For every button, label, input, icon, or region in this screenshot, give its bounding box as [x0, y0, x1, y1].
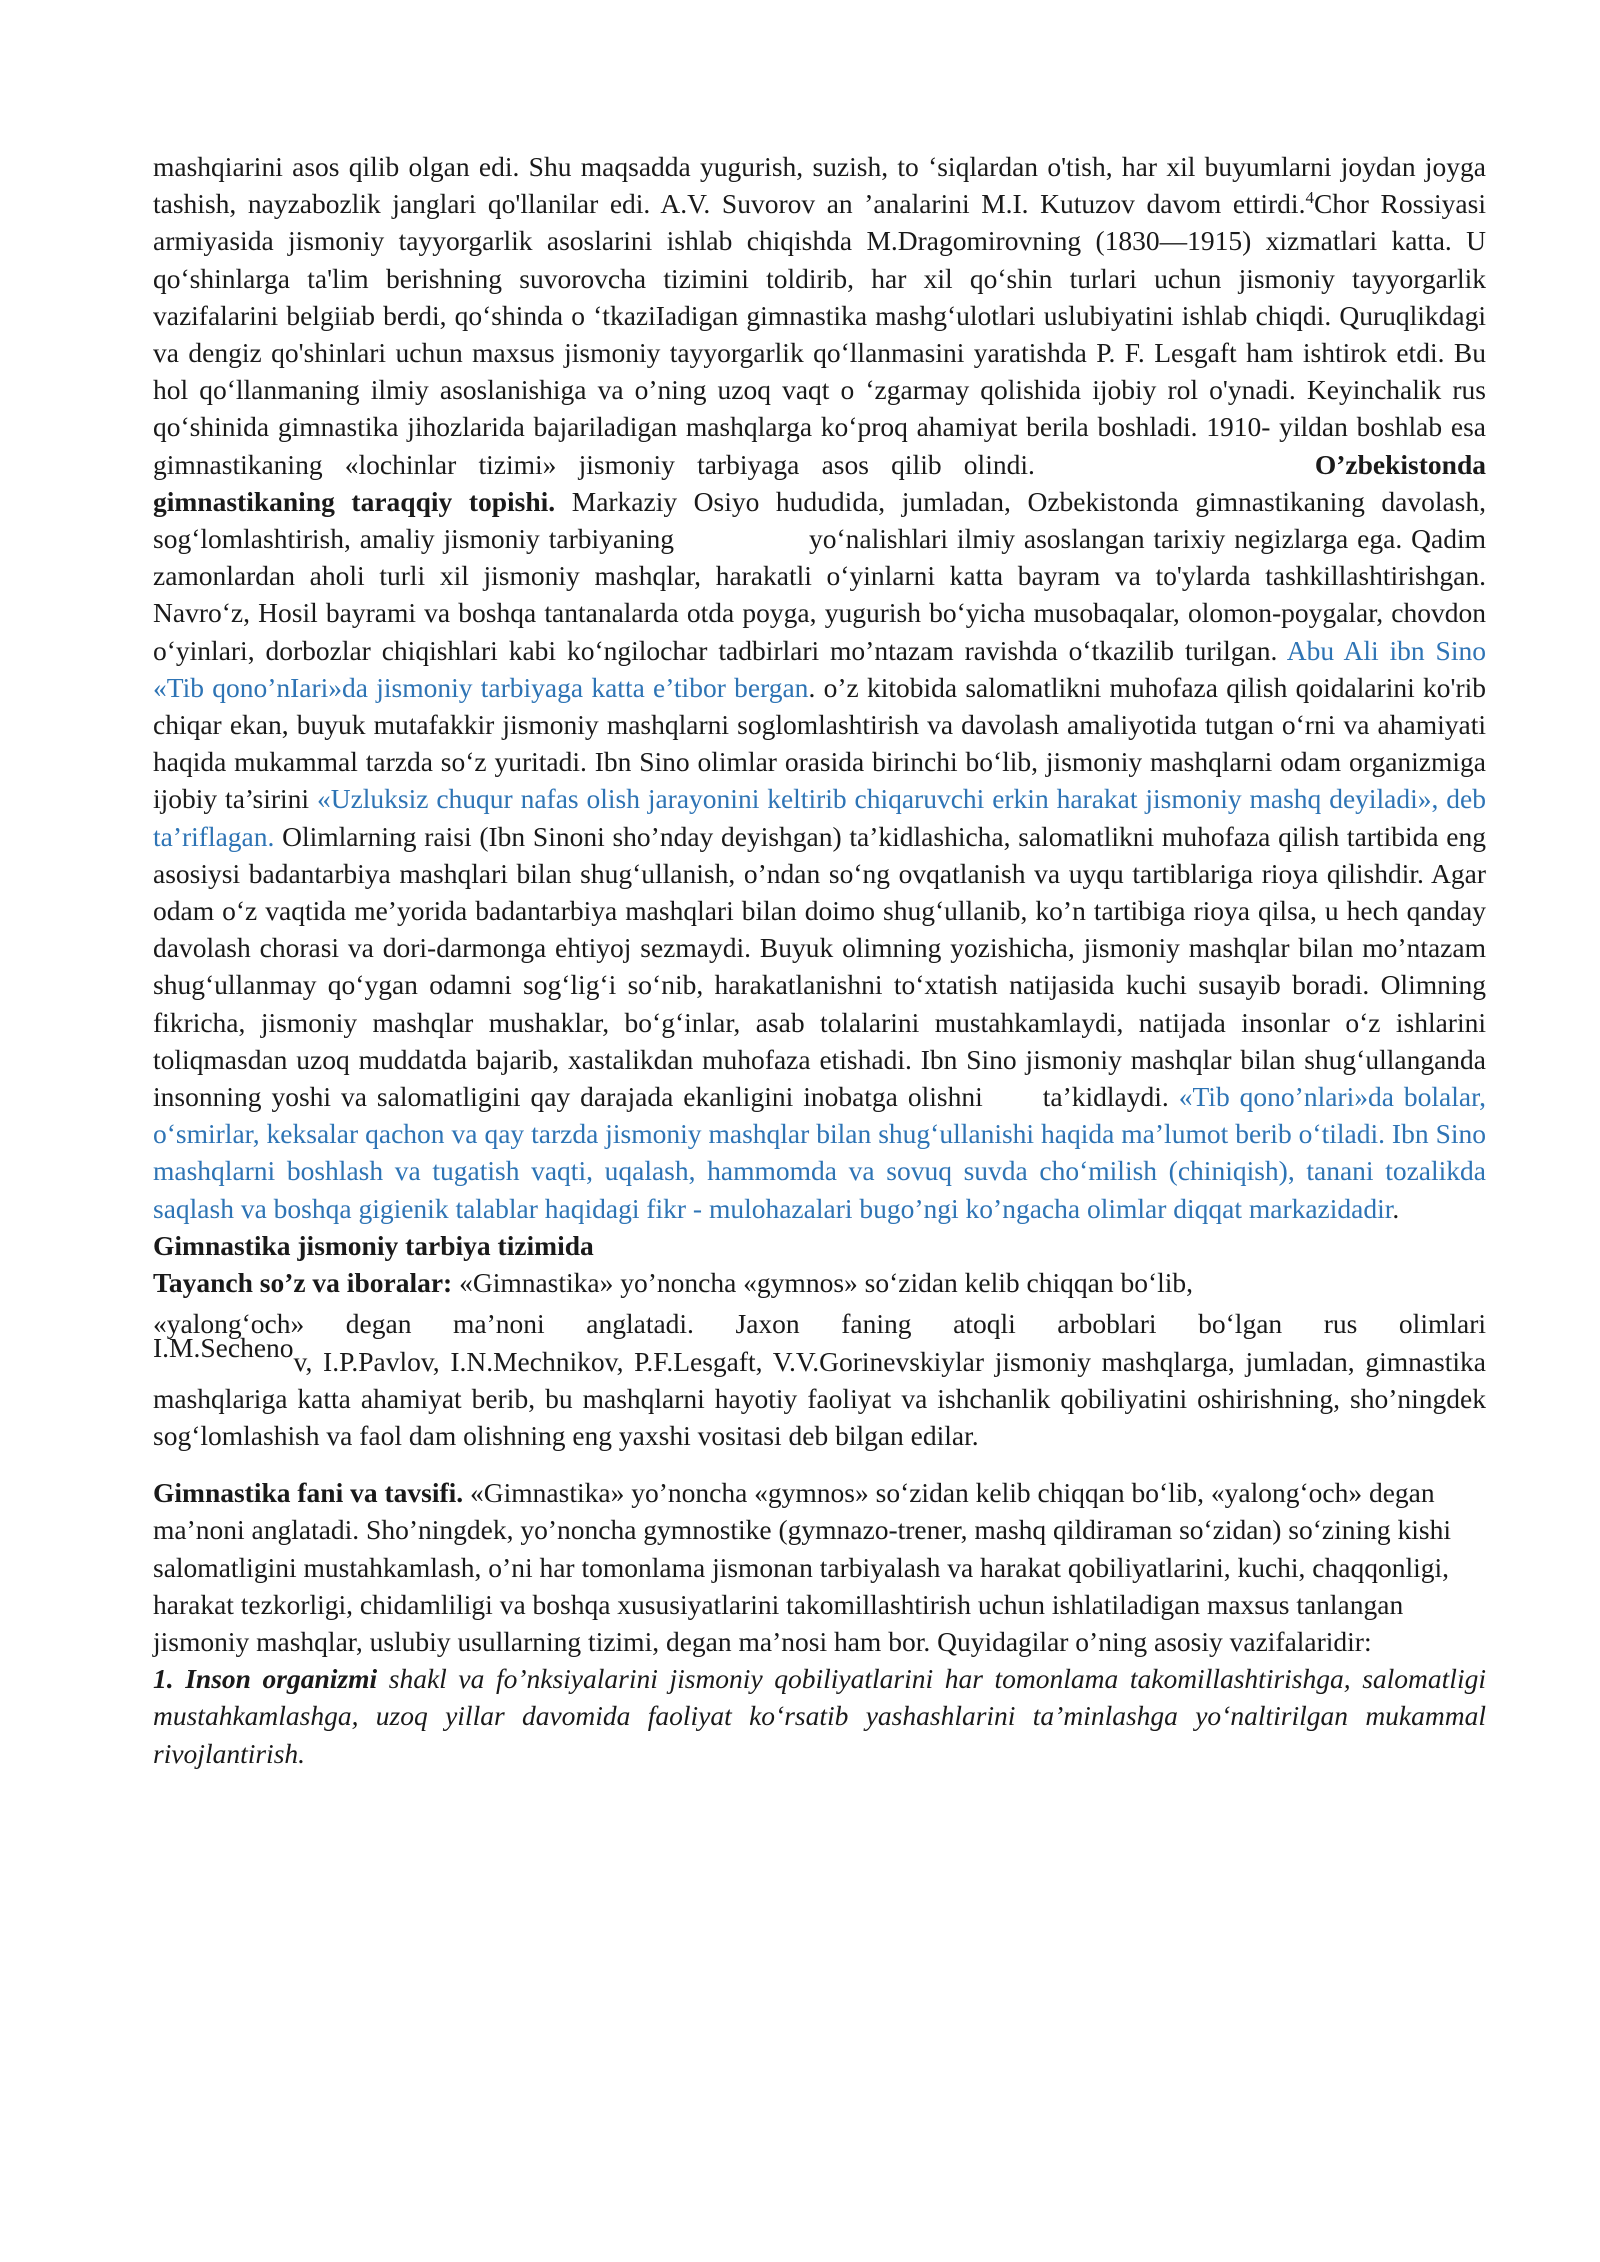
key-terms-line2: «yalong‘och» degan ma’noni anglatadi. Jaxon faning atoqli arboblari bo‘lgan rus olimlari: [153, 1308, 1486, 1340]
task-item-label: 1. Inson organizmi: [153, 1663, 378, 1695]
text-run: . o’z kitobida salomatlikni muhofaza qilish qoidalarini ko'rib chiqar ekan, buyuk mutafakkir jismoniy mashqlarni soglomlashtirish va davolash amaliyotida tutgan o‘rni va ahamiyati haqida mukammal tarzda so‘z yuritadi. Ibn Sino olimlar orasida birinchi bo‘lib, jismoniy mashqlarni odam organizmiga ijobiy ta’sirini: [153, 671, 1486, 815]
task-item-1: [153, 1660, 1486, 1772]
text-run: ta’kidlaydi.: [1042, 1081, 1179, 1113]
text-run: mashqiarini asos qilib olgan edi. Shu maqsadda yugurish, suzish, to ‘siqlardan o'tish, har xil buyumlarni joydan joyga tashish, nayzabozlik janglari qo'llanilar edi. A.V. Suvorov an ’analarini M.I. Kutuzov davom ettirdi.: [153, 151, 1486, 220]
highlighted-text: Abu Ali ibn Sino «Tib qono’nIari»da jismoniy tarbiyaga katta e’tibor bergan: [153, 634, 1486, 703]
text-run: shakl va fo’nksiyalarini jismoniy qobiliyatlarini har tomonlama takomillashtirishga, salomatligi mustahkamlashga, uzoq yillar davomida faoliyat ko‘rsatib yashashlarini ta’minlashga yo‘naltirilgan mukammal rivojlantirish.: [153, 1663, 1486, 1769]
highlighted-text: «Tib qono’nlari»da bolalar, o‘smirlar, keksalar qachon va qay tarzda jismoniy mashqlar bilan shug‘ullanishi haqida ma’lumot berib o‘tiladi. Ibn Sino mashqlarni boshlash va tugatish vaqti, uqalash, hammomda va sovuq suvda cho‘milish (chiniqish), tanani tozalikda saqlash va boshqa gigienik talablar haqidagi fikr - mulohazalari bugo’ngi ko’ngacha olimlar diqqat markazidadir: [153, 1081, 1487, 1224]
key-terms-paragraph: [153, 1264, 1486, 1301]
text-run: I.M.Secheno: [153, 1331, 294, 1363]
section-title-uzbekistan: O’zbekistonda gimnastikaning taraqqiy topishi.: [153, 448, 1486, 517]
footnote-marker: 4: [1305, 188, 1314, 208]
body-paragraph-history: [153, 148, 1486, 1227]
text-run: Chor Rossiyasi armiyasida jismoniy tayyorgarlik asoslarini ishlab chiqishda M.Dragomirovning (1830—1915) xizmatlari katta. U qo‘shinlarga ta'lim berishning suvorovcha tizimini toldirib, har xil qo‘shin turlari uchun jismoniy tayyorgarlik vazifalarini belgiiab berdi, qo‘shinda o ‘tkaziIadigan gimnastika mashg‘ulotlari uslubiyatini ishlab chiqdi. Quruqlikdagi va dengiz qo'shinlari uchun maxsus jismoniy tayyorgarlik qo‘llanmasini yaratishda P. F. Lesgaft ham ishtirok etdi. Bu hol qo‘llanmaning ilmiy asoslanishiga va o’ning uzoq vaqt o ‘zgarmay qolishida ijobiy rol o'ynadi. Keyinchalik rus qo‘shinida gimnastika jihozlarida bajariladigan mashqlarga ko‘proq ahamiyat berila boshladi. 1910- yildan boshlab esa gimnastikaning «lochinlar tizimi» jismoniy tarbiyaga asos qilib olindi.: [153, 188, 1486, 480]
document-page: [153, 148, 1486, 1772]
text-run: «Gimnastika» yo’noncha «gymnos» so‘zidan kelib chiqqan bo‘lib, «yalong‘och» degan ma’noni anglatadi. Sho’ningdek, yo’noncha gymnostike (gymnazo-trener, mashq qildiraman so‘zidan) so‘zining kishi salomatligini mustahkamlash, o’ni har tomonlama jismonan tarbiyalash va harakat qobiliyatlarini, kuchi, chaqqonligi, harakat tezkorligi, chidamliligi va boshqa xususiyatlarini takomillashtirish uchun ishlatiladigan maxsus tanlangan jismoniy mashqlar, uslubiy usullarning tizimi, degan ma’nosi ham bor. Quyidagilar o’ning asosiy vazifalaridir:: [153, 1477, 1451, 1657]
key-terms-label: Tayanch so’z va iboralar:: [153, 1267, 453, 1299]
text-run: Olimlarning raisi (Ibn Sinoni sho’nday deyishgan) ta’kidlashicha, salomatlikni muhofaza qilish tartibida eng asosiysi badantarbiya mashqlari bilan shug‘ullanish, o’ndan so‘ng ovqatlanish va uyqu tartiblariga rioya qilishdir. Agar odam o‘z vaqtida me’yorida badantarbiya mashqlari bilan doimo shug‘ullanib, ko’n tartibiga rioya qilsa, u hech qanday davolash chorasi va dori-darmonga ehtiyoj sezmaydi. Buyuk olimning yozishicha, jismoniy mashqlar bilan mo’ntazam shug‘ullanmay qo‘ygan odamni sog‘lig‘i so‘nib, harakatlanishni to‘xtatish natijasida kuchi susayib boradi. Olimning fikricha, jismoniy mashqlar mushaklar, bo‘g‘inlar, asab tolalarini mustahkamlaydi, natijada insonlar o‘z ishlarini toliqmasdan uzoq muddatda bajarib, xastalikdan muhofaza etishadi. Ibn Sino jismoniy mashqlar bilan shug‘ullanganda insonning yoshi va salomatligini qay darajada ekanligini inobatga olishni: [153, 820, 1486, 1113]
text-run: yo‘nalishlari ilmiy asoslangan tarixiy negizlarga ega. Qadim zamonlardan aholi turli xil jismoniy mashqlar, harakatli o‘yinlarni katta bayram va to'ylarda tashkillashtirishgan. Navro‘z, Hosil bayrami va boshqa tantanalarda otda poyga, yugurish bo‘yicha musobaqalar, olomon-poygalar, chovdon o‘yinlari, dorbozlar chiqishlari kabi ko‘ngilochar tadbirlari mo’ntazam ravishda o‘tkazilib turilgan.: [153, 523, 1486, 666]
gymnastics-definition-paragraph: [153, 1474, 1486, 1660]
paragraph-spacer: [153, 1454, 1486, 1474]
scientists-paragraph: [153, 1331, 1486, 1455]
definition-label: Gimnastika fani va tavsifi.: [153, 1477, 464, 1509]
text-run: v, I.P.Pavlov, I.N.Mechnikov, P.F.Lesgaft, V.V.Gorinevskiylar jismoniy mashqlarga, jumladan, gimnastika mashqlariga katta ahamiyat berib, bu mashqlarni hayotiy faoliyat va ishchanlik qobiliyatini oshirishning, sho’ningdek sog‘lomlashish va faol dam olishning eng yaxshi vositasi deb bilgan edilar.: [153, 1345, 1486, 1451]
text-run: Markaziy Osiyo hududida, jumladan, Ozbekistonda gimnastikaning davolash, sog‘lomlashtirish, amaliy jismoniy tarbiyaning: [153, 485, 1487, 555]
text-run: «Gimnastika» yo’noncha «gymnos» so‘zidan kelib chiqqan bo‘lib,: [452, 1267, 1194, 1299]
highlighted-text: «Uzluksiz chuqur nafas olish jarayonini keltirib chiqaruvchi erkin harakat jismoniy mashq deyiladi», deb ta’riflagan.: [153, 783, 1486, 852]
section-heading: Gimnastika jismoniy tarbiya tizimida: [153, 1229, 594, 1261]
text-run: .: [1392, 1192, 1400, 1224]
